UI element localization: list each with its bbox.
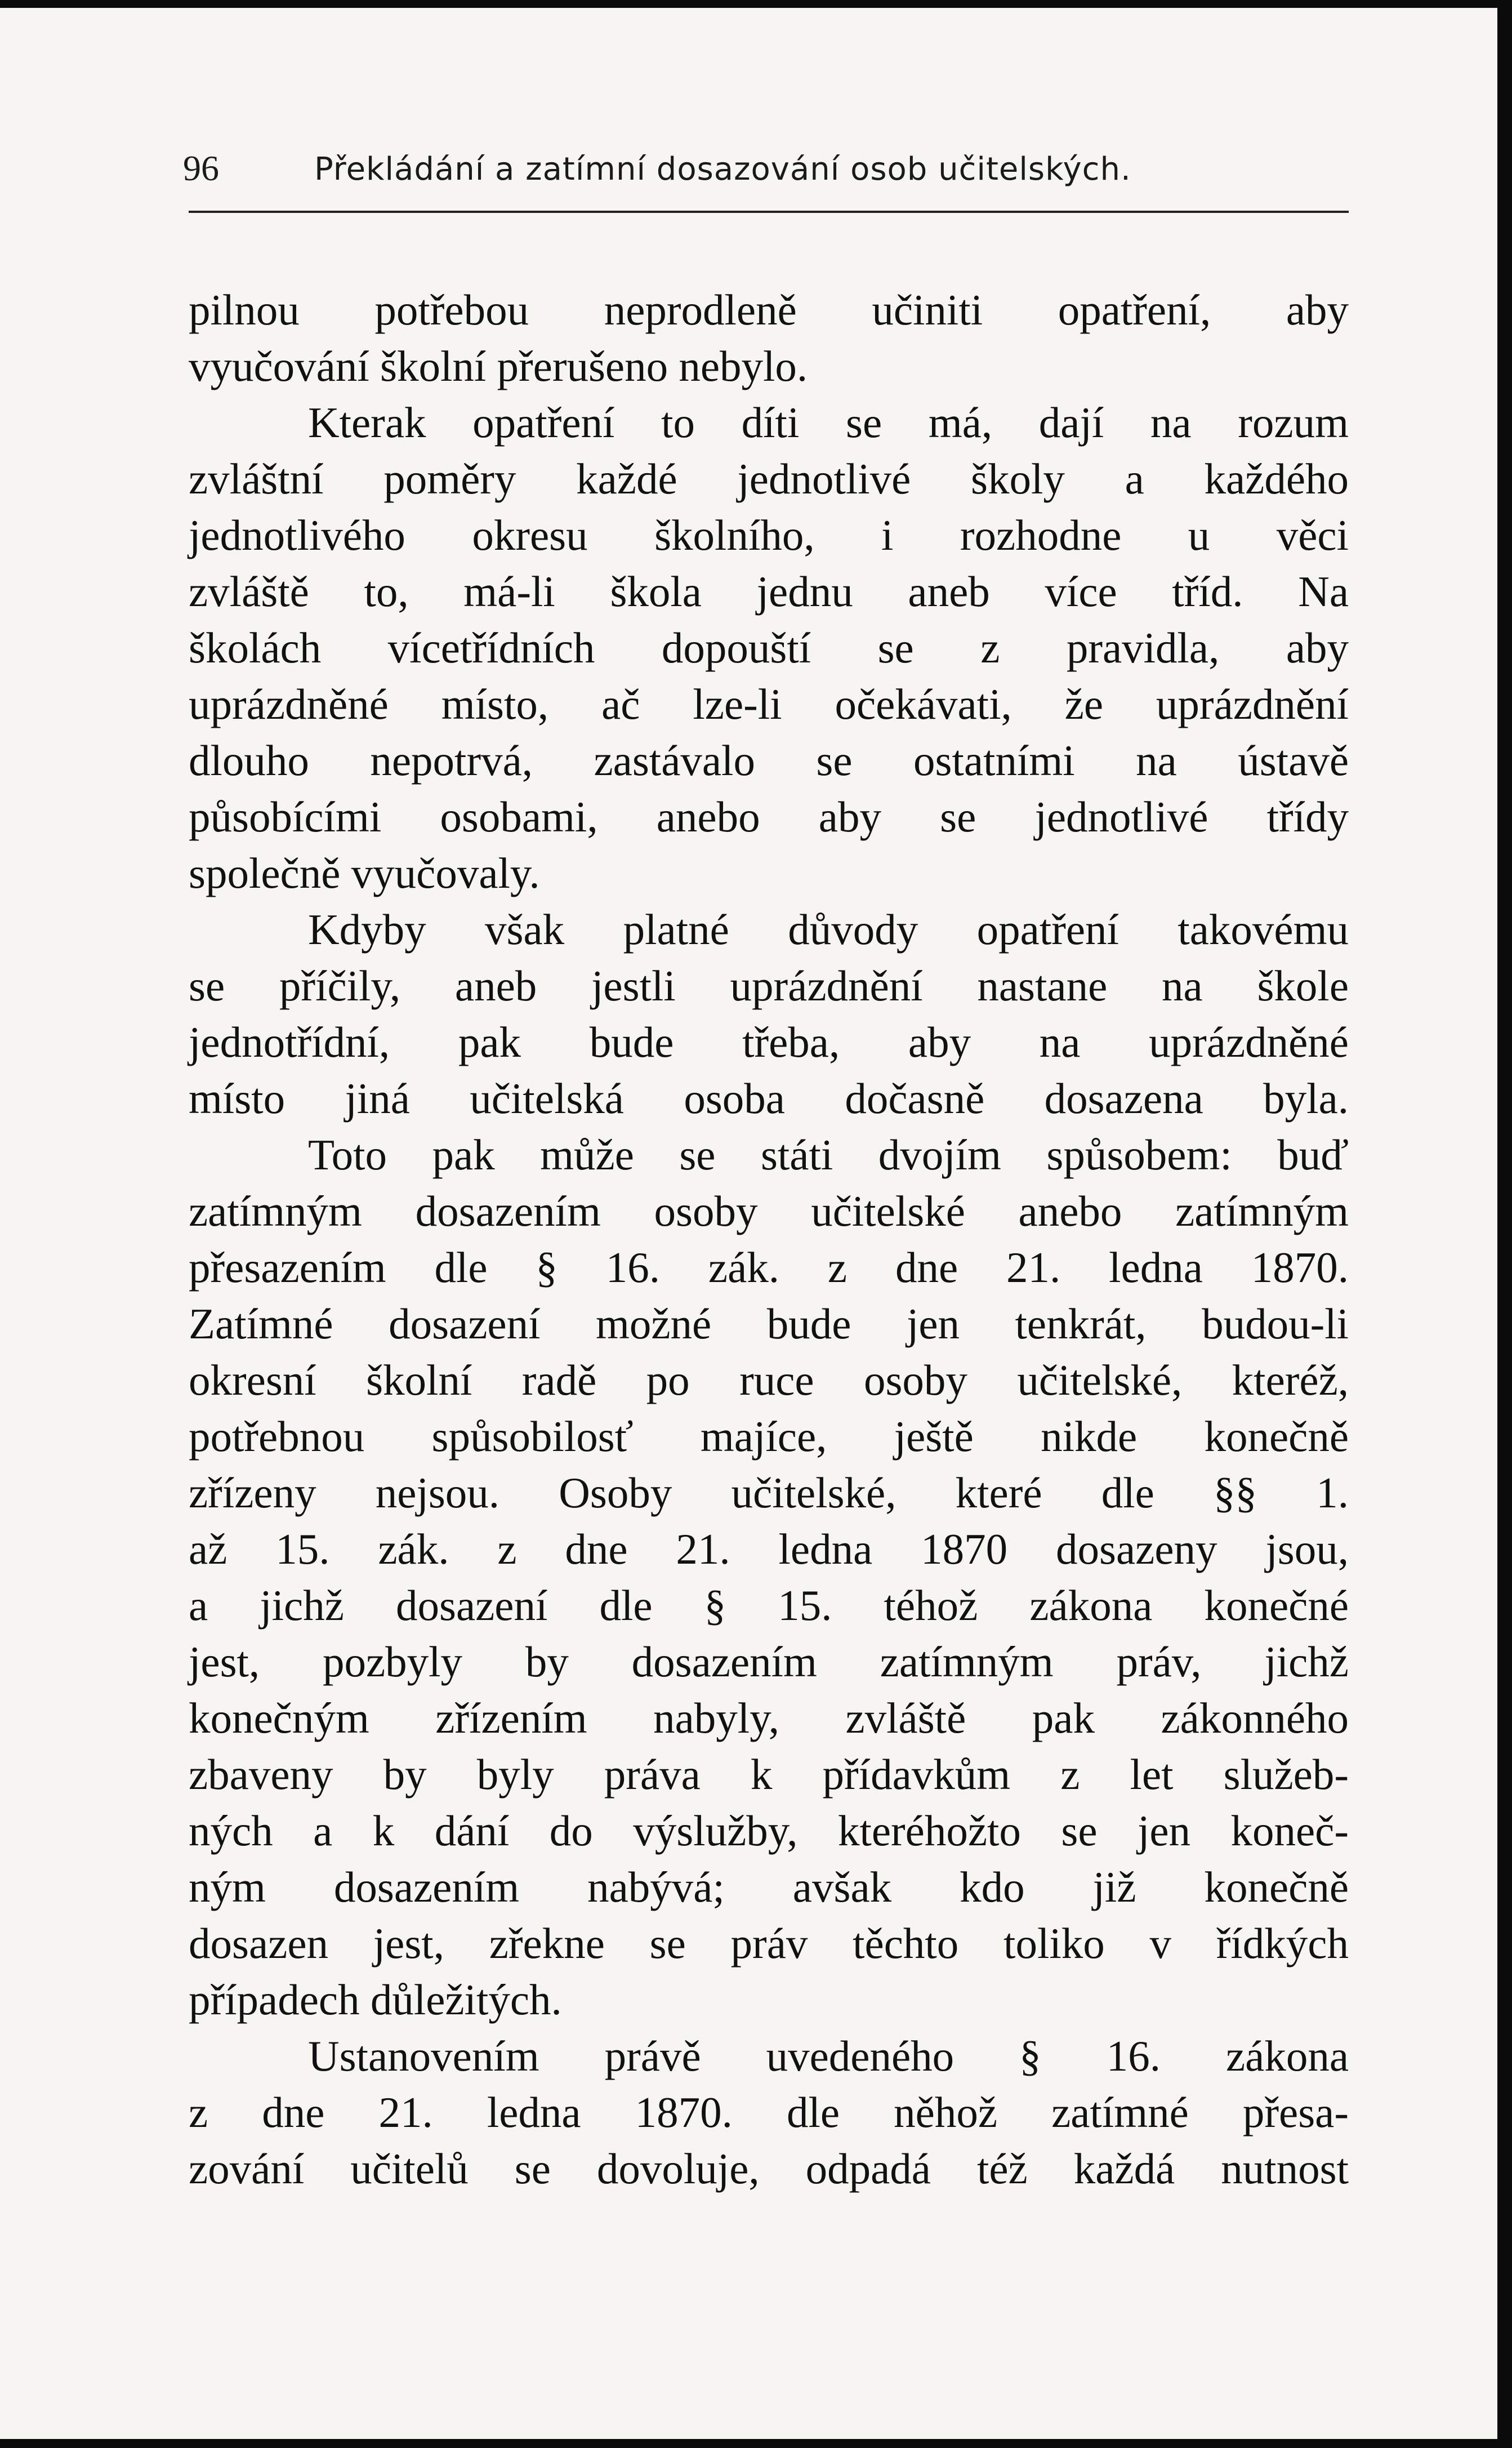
text-line: společně vyučovaly. bbox=[189, 849, 540, 897]
text-line: zvláště to, má-li škola jednu aneb více tříd. Na bbox=[189, 567, 1349, 616]
text-line: konečným zřízením nabyly, zvláště pak zákonného bbox=[189, 1694, 1349, 1742]
text-line: zování učitelů se dovoluje, odpadá též každá nutnost bbox=[189, 2144, 1349, 2193]
text-line: případech důležitých. bbox=[189, 1975, 562, 2024]
text-line: zbaveny by byly práva k přídavkům z let služeb- bbox=[189, 1750, 1349, 1799]
text-line: zvláštní poměry každé jednotlivé školy a každého bbox=[189, 455, 1349, 503]
text-line: ných a k dání do výslužby, kteréhožto se jen koneč- bbox=[189, 1806, 1349, 1855]
text-line: školách vícetřídních dopouští se z pravidla, aby bbox=[189, 624, 1349, 672]
scan-border-right bbox=[1497, 0, 1512, 2448]
text-line: zřízeny nejsou. Osoby učitelské, které dle §§ 1. bbox=[189, 1468, 1349, 1517]
scan-border-top bbox=[0, 0, 1512, 8]
text-line: uprázdněné místo, ač lze-li očekávati, že uprázdnění bbox=[189, 680, 1349, 728]
text-line: zatímným dosazením osoby učitelské anebo zatímným bbox=[189, 1187, 1349, 1235]
text-line: z dne 21. ledna 1870. dle něhož zatímné přesa- bbox=[189, 2088, 1349, 2137]
text-line: přesazením dle § 16. zák. z dne 21. ledna 1870. bbox=[189, 1243, 1349, 1292]
text-line: se příčily, aneb jestli uprázdnění nastane na škole bbox=[189, 962, 1349, 1010]
text-line: jednotřídní, pak bude třeba, aby na uprázdněné bbox=[189, 1018, 1349, 1066]
text-line: Kterak opatření to díti se má, dají na rozum bbox=[308, 398, 1349, 447]
text-line: vyučování školní přerušeno nebylo. bbox=[189, 342, 808, 390]
body-text bbox=[189, 282, 1349, 2197]
header-rule bbox=[189, 211, 1349, 213]
page-number: 96 bbox=[183, 148, 219, 188]
page-header bbox=[183, 148, 1349, 198]
text-line: jednotlivého okresu školního, i rozhodne u věci bbox=[189, 511, 1349, 559]
text-line: dosazen jest, zřekne se práv těchto toliko v řídkých bbox=[189, 1919, 1349, 1968]
text-line: dlouho nepotrvá, zastávalo se ostatními na ústavě bbox=[189, 736, 1349, 785]
text-line: jest, pozbyly by dosazením zatímným práv, jichž bbox=[189, 1637, 1349, 1686]
text-line: až 15. zák. z dne 21. ledna 1870 dosazeny jsou, bbox=[189, 1525, 1349, 1573]
text-line: Zatímné dosazení možné bude jen tenkrát, budou-li bbox=[189, 1299, 1349, 1348]
text-line: Toto pak může se státi dvojím spůsobem: buď bbox=[308, 1130, 1349, 1179]
text-line: pilnou potřebou neprodleně učiniti opatření, aby bbox=[189, 286, 1349, 334]
text-line: ným dosazením nabývá; avšak kdo již konečně bbox=[189, 1863, 1349, 1911]
text-line: potřebnou spůsobilosť majíce, ještě nikde konečně bbox=[189, 1412, 1349, 1461]
text-line: Kdyby však platné důvody opatření takovému bbox=[308, 905, 1349, 954]
text-line: Ustanovením právě uvedeného § 16. zákona bbox=[308, 2032, 1349, 2080]
text-line: působícími osobami, anebo aby se jednotlivé třídy bbox=[189, 793, 1349, 841]
text-line: místo jiná učitelská osoba dočasně dosazena byla. bbox=[189, 1074, 1349, 1123]
running-title: Překládání a zatímní dosazování osob učitelských. bbox=[314, 151, 1131, 188]
scan-border-bottom bbox=[0, 2439, 1512, 2448]
text-line: a jichž dosazení dle § 15. téhož zákona konečné bbox=[189, 1581, 1349, 1630]
text-line: okresní školní radě po ruce osoby učitelské, kteréž, bbox=[189, 1356, 1349, 1404]
